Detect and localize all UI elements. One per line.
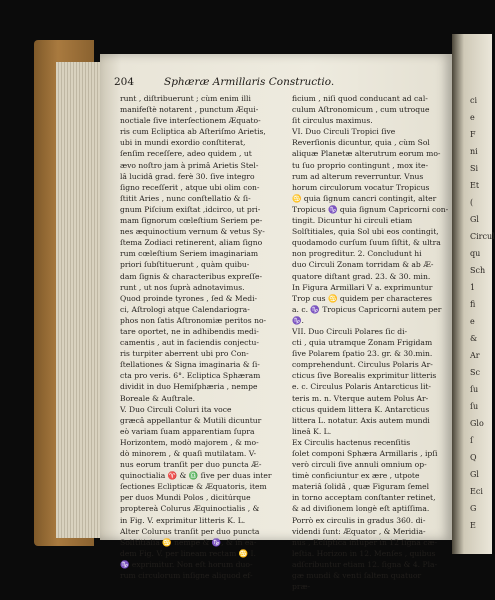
text-line: cti , quia utramque Zonam Frigidam [292, 338, 433, 348]
text-line: In Figura Armillari V a. exprimuntur [292, 282, 433, 292]
text-line: runt , ut nos ſuprà adnotavimus. [120, 282, 245, 292]
facing-page-text: & [470, 334, 478, 343]
text-line: manifeſtè notarent , punctum Æqui- [120, 105, 259, 115]
text-line: Alter Colurus tranſit per duo puncta [120, 526, 260, 536]
text-line: adſcribuntur etiam 12. ſigna & 4. Pla- [292, 559, 438, 569]
text-line: noctiale ſive interſectionem Æquato- [120, 116, 261, 126]
text-line: tingit. Dicuntur hi circuli etiam [292, 216, 413, 226]
text-line: in torno acceptam conſtanter retinet, [292, 493, 436, 503]
text-line: græcâ appellantur & Mutili dicuntur [120, 415, 262, 425]
text-line: ♑ exprimitur. Non eſt horum duo- [120, 559, 253, 569]
text-line: dò minorem , & quaſi mutilatam. V- [120, 449, 257, 458]
text-line: verò circuli ſive annuli omnium op- [292, 460, 427, 470]
text-line: Tropicus ♑ quia ſignum Capricorni con- [292, 204, 449, 214]
facing-page-text: qu [470, 249, 481, 258]
facing-page-text: Gl [470, 215, 479, 224]
text-line: duo Circuli Zonam torridam & ab Æ- [292, 260, 434, 270]
text-line: ubi in mundi exordio conſtiterat, [120, 138, 246, 148]
text-line: aliquæ Planetæ alterutrum eorum mo- [292, 149, 441, 159]
facing-page-text: ſu [470, 385, 479, 394]
text-line: nes æquinoctium vernum & vetus Sy- [120, 227, 265, 237]
text-line: gnum Piſcium exiſtat ,idcirco, ut pri- [120, 204, 261, 214]
text-line: ſenſim receſſere, adeo quidem , ut [120, 149, 252, 159]
text-line: ſolet componi Sphæra Armillaris , ipſi [292, 449, 438, 458]
text-line: ris turpiter aberrent ubi pro Con- [120, 349, 249, 359]
text-line: Solſtitiales, quia Sol ubi eos contingit, [292, 227, 439, 237]
text-line: Boreale & Auſtrale. [120, 393, 196, 403]
text-line: leſtia. Horizon in 12. Menſes , quibus [292, 548, 436, 558]
text-line: Quod proinde tyrones , ſed & Medi- [120, 293, 258, 303]
page-number: 204 [114, 76, 135, 88]
text-line: VI. Duo Circuli Tropici ſive [292, 127, 396, 137]
text-line: Solſtitialia ♋ nempe & ♑, & in ea- [120, 537, 257, 547]
facing-page-text: Sch [470, 266, 486, 275]
facing-page-text: Et [470, 181, 480, 190]
text-line: quinoctialia ♈ & ♎ ſive per duas inter [120, 471, 272, 481]
facing-page-text: ci [470, 96, 478, 105]
running-header [114, 76, 440, 90]
text-line: tu ſuo proprio contingunt , mox ite- [292, 160, 429, 170]
text-line: culum Aſtronomicum , cum utroque [292, 105, 430, 115]
running-title: Sphæræ Armillaris Constructio. [164, 76, 335, 88]
text-line: nus eorum tranſit per duo puncta Æ- [120, 460, 262, 470]
text-line: rum circulorum inſigne aliquod ef- [120, 571, 253, 581]
text-line: eò variam ſuam apparentiam ſupra [120, 426, 255, 436]
text-column-left [120, 93, 288, 581]
text-line: gæ mundi & venti ſaltem quatuor [292, 571, 422, 581]
text-line: Ex Circulis hactenus recenſitis [292, 437, 411, 447]
facing-page-text: G [470, 504, 477, 513]
text-line: e. c. Circulus Polaris Antarcticus lit- [292, 382, 431, 392]
facing-page-text: ( [470, 198, 474, 207]
text-line: nus , Ecliptica inſuper in 12 ſigna cæ- [292, 537, 438, 547]
text-line: per duos Mundi Polos , dicitúrque [120, 493, 251, 503]
text-line: dam ſignis & characteribus expreſſe- [120, 271, 263, 281]
text-line: proptereà Colurus Æquinoctialis , & [120, 504, 260, 514]
text-line: lâ lucidâ grad. ferè 30. ſive integro [120, 171, 255, 181]
text-line: ſtitit Aries , nunc conſtellatio & ſi- [120, 193, 251, 203]
text-line: ci, Aſtrologi atque Calendariogra- [120, 304, 250, 314]
text-line: & ad diviſionem longè eſt aptiſſima. [292, 504, 430, 514]
text-line: ♋ quia ſignum cancri contingit, alter [292, 193, 437, 203]
text-line: littera L. notatur. Axis autem mundi [292, 415, 430, 425]
facing-page-text: 1 [470, 283, 476, 292]
text-line: ævo noſtro jam à primâ Arietis Stel- [120, 160, 259, 170]
facing-page-text: e [470, 317, 475, 326]
text-line: ſtellationes & Signa imaginaria & ſi- [120, 360, 260, 370]
text-line: ſtema Zodiaci retinerent, aliam ſigno [120, 238, 263, 248]
facing-page-text: Gl [470, 470, 479, 479]
facing-page-text: e [470, 113, 475, 122]
facing-page-text: Ar [470, 351, 480, 360]
text-line: lineâ K. L. [292, 426, 332, 436]
text-line: in Fig. V. exprimitur litteris K. L. [120, 515, 246, 525]
facing-page-text: E [470, 521, 476, 530]
text-line: quodamodo curſum ſuum ſiſtit, & ultra [292, 238, 441, 248]
text-line: Horizontem, modò majorem , & mo- [120, 437, 259, 447]
text-line: ficium , niſi quod conducant ad cal- [292, 94, 428, 103]
facing-page-text: Eci [470, 487, 483, 496]
facing-page-text: ſu [470, 402, 479, 411]
text-line: præ- [292, 582, 311, 592]
facing-page-text: Circul [470, 232, 495, 241]
text-line: Reverſionis dicuntur, quia , cùm Sol [292, 138, 430, 148]
text-line: mam ſignorum cœleſtium Seriem pe- [120, 216, 263, 226]
text-line: a. c. ♑ Tropicus Capricorni autem per [292, 304, 442, 314]
text-line: ſigno receſſerit , atque ubi olim con- [120, 182, 260, 192]
facing-page-text: Si [470, 164, 479, 173]
text-line: cticus ſive Borealis exprimitur litteris [292, 371, 437, 381]
text-line: ſectiones Eclipticæ & Æquatoris, item [120, 482, 267, 492]
facing-page-text: ſ [470, 436, 473, 445]
text-line: dem Fig. V. per lineam rectam ♋ I. [120, 548, 256, 558]
text-line: dividit in duo Hemiſphæria , nempe [120, 382, 258, 392]
text-line: runt , diſtribuerunt ; cùm enim illi [120, 94, 251, 103]
facing-page-text: fi [470, 300, 476, 309]
text-line: camentis , aut in faciendis conjectu- [120, 338, 259, 348]
facing-page-text: Q [470, 453, 477, 462]
page-edges [56, 62, 106, 538]
text-line: timè conficiuntur ex ære , utpote [292, 471, 420, 481]
facing-page-text: ni [470, 147, 478, 156]
text-line: priori ſubſtituerunt , quàm quibu- [120, 260, 250, 270]
text-line: ris cum Ecliptica ab Aſteriſmo Arietis, [120, 127, 266, 137]
text-line: non progreditur. 2. Concludunt hi [292, 249, 422, 259]
text-line: rum cœleſtium Seriem imaginariam [120, 249, 259, 259]
text-line: ſit circulus maximus. [292, 116, 373, 126]
text-line: cta pro veris. 6°. Ecliptica Sphæram [120, 371, 261, 381]
text-line: ſive Polarem ſpatio 23. gr. & 30.min. [292, 349, 433, 359]
text-line: Porrò ex circulis in gradus 360. di- [292, 515, 426, 525]
text-line: quatore diſtant grad. 23. & 30. min. [292, 271, 431, 281]
text-line: teris m. n. Vterque autem Polus Ar- [292, 393, 429, 403]
text-line: VII. Duo Circuli Polares ſic di- [292, 326, 408, 336]
text-line: phos non ſatis Aſtronomiæ peritos no- [120, 315, 267, 325]
text-line: materiâ ſolidâ , quæ Figuram ſemel [292, 482, 430, 492]
text-line: V. Duo Circuli Coluri ita voce [120, 404, 232, 414]
text-line: horum circulorum vocatur Tropicus [292, 182, 430, 192]
text-line: Trop cus ♋ quidem per characteres [292, 293, 433, 303]
text-line: tare oportet, ne in adhibendis medi- [120, 326, 259, 336]
facing-page-text: Sc [470, 368, 480, 377]
text-line: cticus quidem littera K. Antarcticus [292, 404, 430, 414]
text-column-right [292, 93, 452, 592]
facing-page-text: Glo [470, 419, 484, 428]
text-line: ♑. [292, 315, 304, 325]
facing-page-text: F [470, 130, 476, 139]
text-line: videndi ſunt: Æquator , & Meridia- [292, 526, 426, 536]
text-line: comprehendunt. Circulus Polaris Ar- [292, 360, 433, 370]
text-line: rum ad alterum reverruntur. Vnus [292, 171, 424, 181]
